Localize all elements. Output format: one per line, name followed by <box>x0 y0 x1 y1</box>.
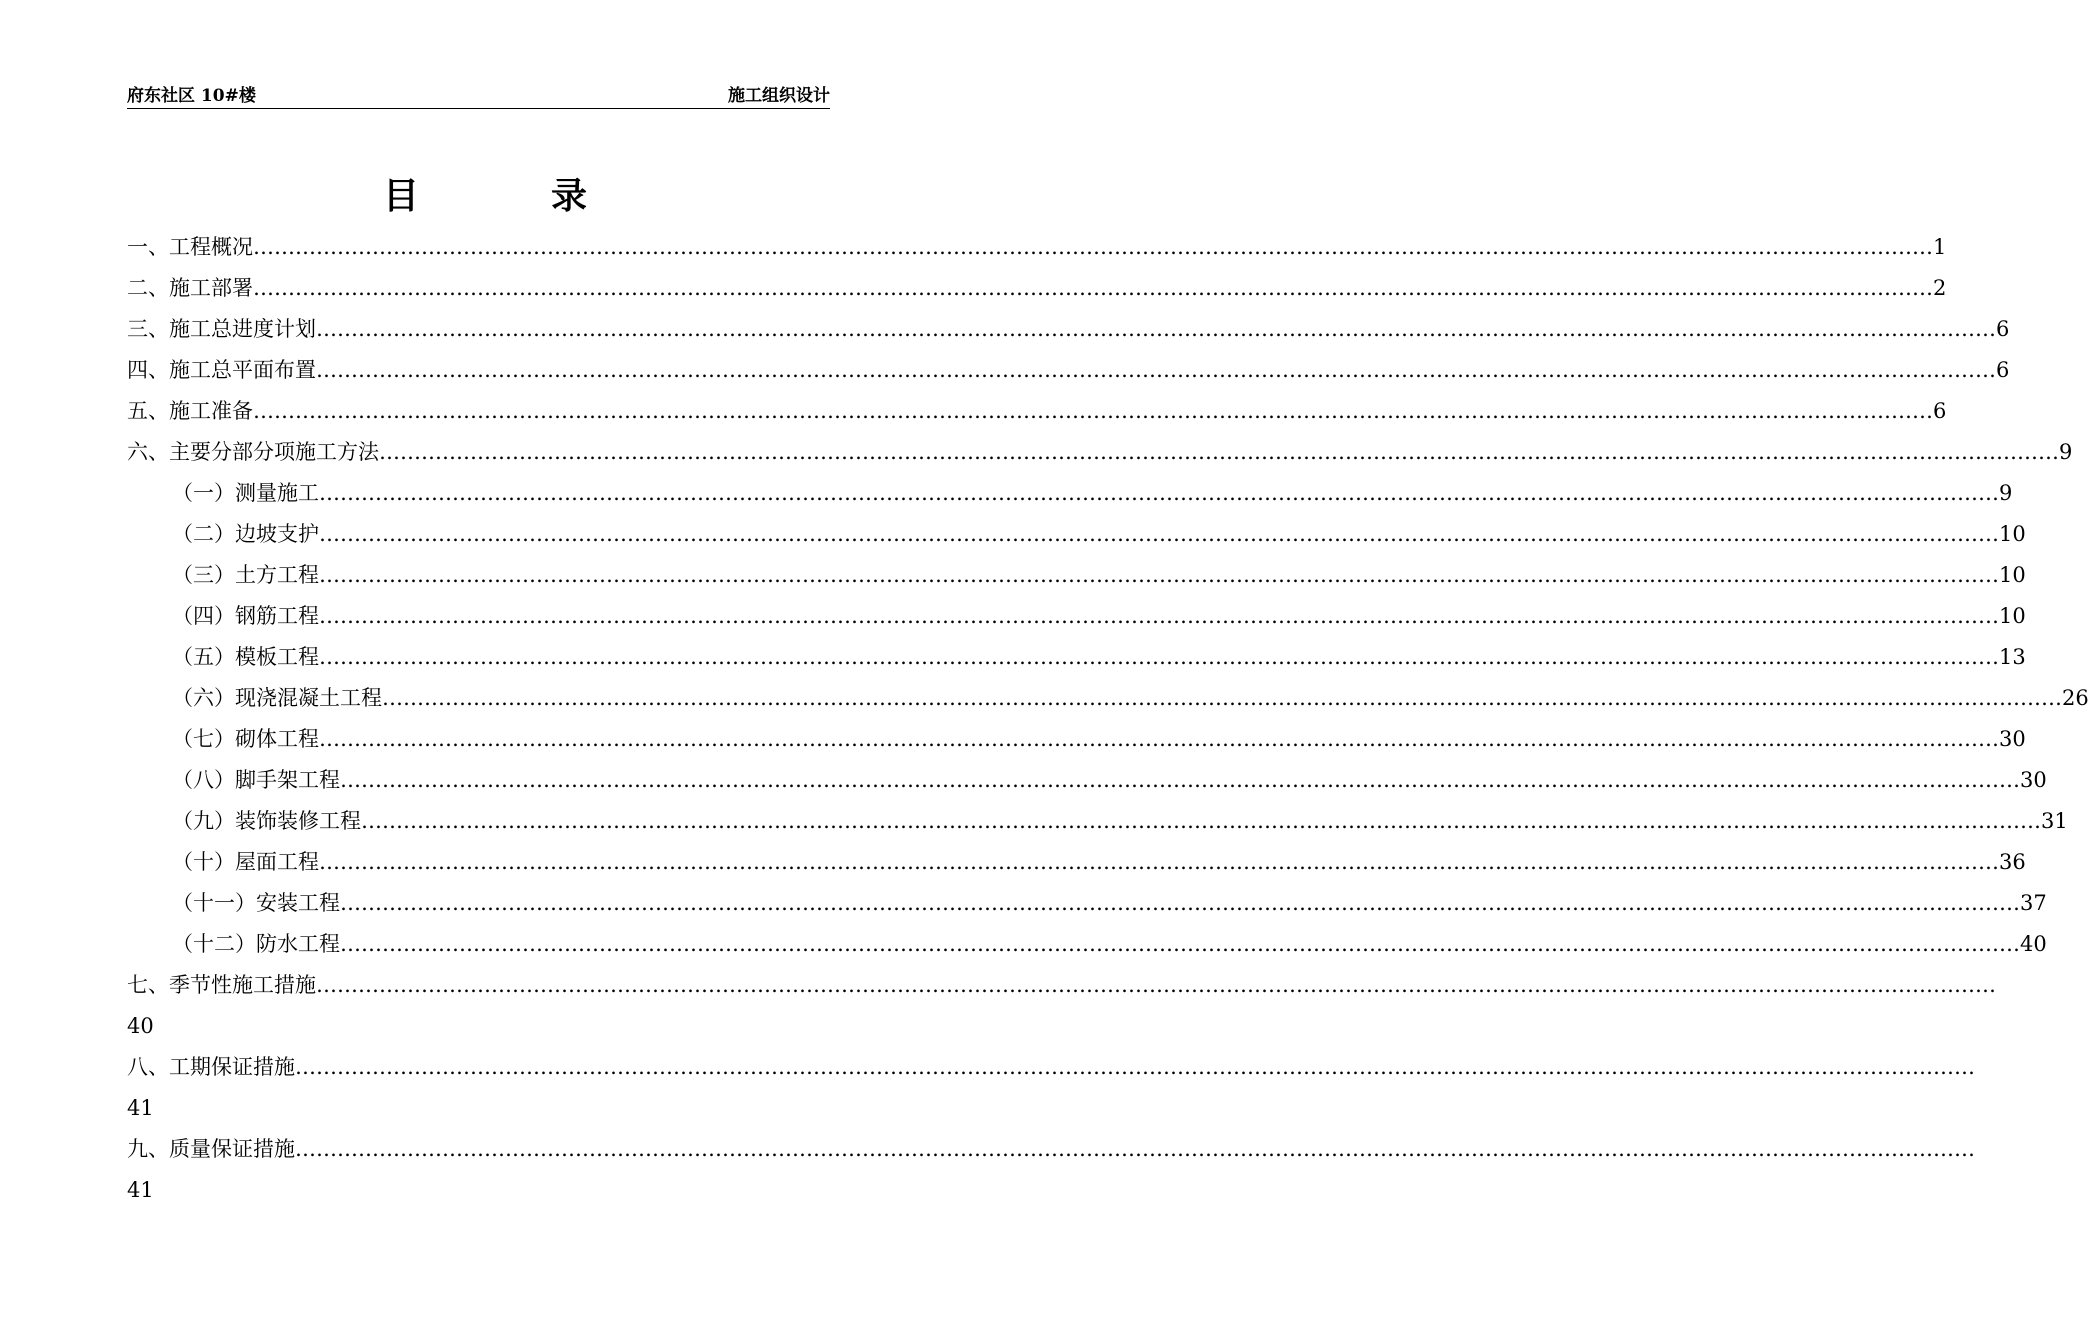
toc-entry[interactable] <box>127 309 2010 350</box>
toc-entry[interactable] <box>127 432 2073 473</box>
toc-entry-page: 13 <box>1999 645 2026 669</box>
header-project-name: 府东社区 10#楼 <box>127 86 256 106</box>
toc-entry[interactable] <box>127 678 2089 719</box>
toc-entry-label: 七、季节性施工措施 <box>127 973 316 997</box>
toc-entry[interactable] <box>127 965 1996 1006</box>
toc-leader-dots: …………………………………………………………………………………………………………………………………………………………………………………………………………………… <box>382 686 2062 710</box>
toc-entry-label: 五、施工准备 <box>127 399 253 423</box>
toc-entry-page: 10 <box>1999 522 2026 546</box>
toc-entry[interactable] <box>127 801 2068 842</box>
toc-leader-dots: …………………………………………………………………………………………………………………………………………………………………………………………………………………… <box>379 440 2059 464</box>
table-of-contents <box>127 227 2089 1211</box>
toc-entry-page: 6 <box>1933 399 1947 423</box>
toc-entry-label: （七）砌体工程 <box>172 727 319 751</box>
toc-leader-dots: …………………………………………………………………………………………………………………………………………………………………………………………………………………… <box>319 522 1999 546</box>
toc-entry-page: 1 <box>1933 235 1947 259</box>
toc-leader-dots: …………………………………………………………………………………………………………………………………………………………………………………………………………………… <box>253 399 1933 423</box>
toc-entry-label: （五）模板工程 <box>172 645 319 669</box>
page-title <box>0 168 950 216</box>
toc-entry-page: 10 <box>1999 604 2026 628</box>
toc-entry-label: （六）现浇混凝土工程 <box>172 686 382 710</box>
toc-entry-label: （十）屋面工程 <box>172 850 319 874</box>
toc-leader-dots: …………………………………………………………………………………………………………………………………………………………………………………………………………………… <box>253 276 1933 300</box>
toc-entry-page: 10 <box>1999 563 2026 587</box>
toc-entry-page: 37 <box>2020 891 2047 915</box>
toc-leader-dots: …………………………………………………………………………………………………………………………………………………………………………………………………………………… <box>295 1137 1975 1161</box>
toc-entry[interactable] <box>127 1047 1975 1088</box>
toc-leader-dots: …………………………………………………………………………………………………………………………………………………………………………………………………………………… <box>319 727 1999 751</box>
toc-leader-dots: …………………………………………………………………………………………………………………………………………………………………………………………………………………… <box>253 235 1933 259</box>
page-header <box>127 84 830 109</box>
toc-entry[interactable] <box>127 391 1947 432</box>
toc-entry-page: 36 <box>1999 850 2026 874</box>
toc-entry-page: 9 <box>2059 440 2073 464</box>
toc-entry[interactable] <box>127 1129 1975 1170</box>
toc-entry[interactable] <box>127 596 2026 637</box>
toc-entry-label: 一、工程概况 <box>127 235 253 259</box>
toc-entry-label: 九、质量保证措施 <box>127 1137 295 1161</box>
toc-entry[interactable] <box>127 719 2026 760</box>
toc-entry-page: 31 <box>2041 809 2068 833</box>
title-char-2: 录 <box>551 175 588 217</box>
toc-entry-page: 41 <box>127 1178 154 1202</box>
toc-entry-page: 6 <box>1996 358 2010 382</box>
toc-leader-dots: …………………………………………………………………………………………………………………………………………………………………………………………………………………… <box>319 850 1999 874</box>
toc-leader-dots: …………………………………………………………………………………………………………………………………………………………………………………………………………………… <box>316 317 1996 341</box>
toc-entry-label: （四）钢筋工程 <box>172 604 319 628</box>
toc-leader-dots: …………………………………………………………………………………………………………………………………………………………………………………………………………………… <box>316 973 1996 997</box>
header-document-type: 施工组织设计 <box>728 86 830 106</box>
toc-entry-label: （十二）防水工程 <box>172 932 340 956</box>
toc-entry-page: 40 <box>127 1014 154 1038</box>
toc-entry-page: 2 <box>1933 276 1947 300</box>
toc-leader-dots: …………………………………………………………………………………………………………………………………………………………………………………………………………………… <box>319 563 1999 587</box>
toc-entry-label: 六、主要分部分项施工方法 <box>127 440 379 464</box>
toc-entry-page: 30 <box>1999 727 2026 751</box>
toc-entry[interactable] <box>127 842 2026 883</box>
toc-leader-dots: …………………………………………………………………………………………………………………………………………………………………………………………………………………… <box>319 645 1999 669</box>
toc-entry[interactable] <box>127 268 1947 309</box>
toc-entry-page: 40 <box>2020 932 2047 956</box>
toc-entry-page: 30 <box>2020 768 2047 792</box>
toc-entry[interactable] <box>127 637 2026 678</box>
toc-entry[interactable] <box>127 514 2026 555</box>
toc-entry[interactable] <box>127 227 1947 268</box>
toc-entry-label: 四、施工总平面布置 <box>127 358 316 382</box>
toc-entry-label: 二、施工部署 <box>127 276 253 300</box>
toc-entry-label: 八、工期保证措施 <box>127 1055 295 1079</box>
toc-entry[interactable] <box>127 924 2047 965</box>
toc-entry-label: （八）脚手架工程 <box>172 768 340 792</box>
toc-leader-dots: …………………………………………………………………………………………………………………………………………………………………………………………………………………… <box>340 768 2020 792</box>
toc-leader-dots: …………………………………………………………………………………………………………………………………………………………………………………………………………………… <box>340 891 2020 915</box>
toc-entry-page: 9 <box>1999 481 2013 505</box>
toc-entry-page: 6 <box>1996 317 2010 341</box>
toc-entry[interactable] <box>127 350 2010 391</box>
toc-entry-page: 41 <box>127 1096 154 1120</box>
toc-entry-label: 三、施工总进度计划 <box>127 317 316 341</box>
toc-entry-label: （一）测量施工 <box>172 481 319 505</box>
toc-entry[interactable] <box>127 760 2047 801</box>
toc-leader-dots: …………………………………………………………………………………………………………………………………………………………………………………………………………………… <box>316 358 1996 382</box>
toc-entry[interactable] <box>127 555 2026 596</box>
title-char-1: 目 <box>383 175 420 217</box>
toc-entry-label: （二）边坡支护 <box>172 522 319 546</box>
toc-entry-label: （九）装饰装修工程 <box>172 809 361 833</box>
toc-entry-page: 26 <box>2062 686 2089 710</box>
toc-leader-dots: …………………………………………………………………………………………………………………………………………………………………………………………………………………… <box>295 1055 1975 1079</box>
toc-entry[interactable] <box>127 473 2013 514</box>
toc-leader-dots: …………………………………………………………………………………………………………………………………………………………………………………………………………………… <box>361 809 2041 833</box>
toc-leader-dots: …………………………………………………………………………………………………………………………………………………………………………………………………………………… <box>319 604 1999 628</box>
toc-leader-dots: …………………………………………………………………………………………………………………………………………………………………………………………………………………… <box>340 932 2020 956</box>
toc-entry[interactable] <box>127 883 2047 924</box>
toc-entry-label: （三）土方工程 <box>172 563 319 587</box>
toc-entry-label: （十一）安装工程 <box>172 891 340 915</box>
toc-leader-dots: …………………………………………………………………………………………………………………………………………………………………………………………………………………… <box>319 481 1999 505</box>
